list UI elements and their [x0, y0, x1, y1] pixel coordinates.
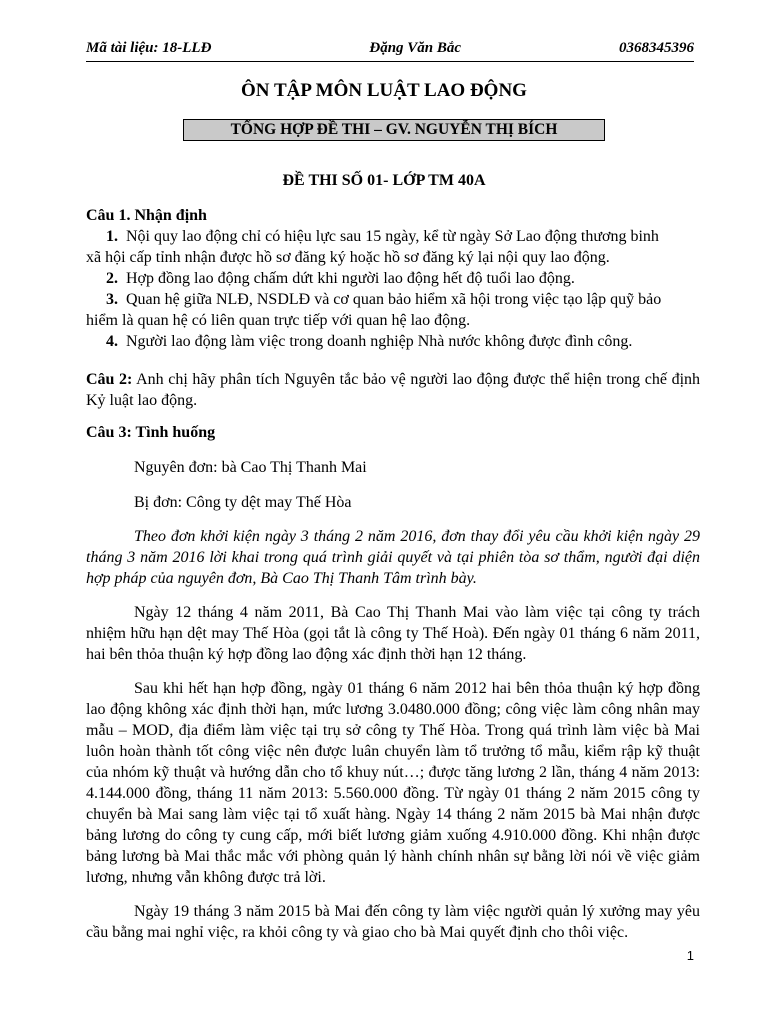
question-2-label: Câu 2: [86, 371, 133, 388]
case-paragraph-1: Ngày 12 tháng 4 năm 2011, Bà Cao Thị Thanh Mai vào làm việc tại công ty trách nhiệm hữu hạn dệt may Thế Hòa (gọi tắt là công ty Thế Hoà). Đến ngày 01 tháng 6 năm 2011, hai bên thỏa thuận ký hợp đồng lao động xác định thời hạn 12 tháng. [86, 604, 700, 663]
document-code: Mã tài liệu: 18-LLĐ [86, 40, 212, 56]
list-item [86, 268, 700, 289]
list-item-text: Người lao động làm việc trong doanh nghiệp Nhà nước không được đình công. [126, 333, 633, 350]
list-item [86, 289, 700, 310]
page-header [86, 40, 694, 62]
list-item [86, 226, 700, 247]
list-item-text: Hợp đồng lao động chấm dứt khi người lao động hết độ tuổi lao động. [126, 270, 575, 287]
question-2 [86, 369, 700, 411]
question-2-text: Anh chị hãy phân tích Nguyên tắc bảo vệ người lao động được thể hiện trong chế định Kỷ luật lao động. [86, 371, 701, 409]
exam-title: ĐỀ THI SỐ 01- LỚP TM 40A [282, 172, 486, 189]
list-item [86, 331, 700, 352]
list-item-text: Nội quy lao động chỉ có hiệu lực sau 15 ngày, kể từ ngày Sở Lao động thương binh [126, 228, 659, 245]
plaintiff-line: Nguyên đơn: bà Cao Thị Thanh Mai [134, 459, 367, 476]
author-name: Đặng Văn Bắc [369, 40, 462, 56]
case-paragraph-3: Ngày 19 tháng 3 năm 2015 bà Mai đến công ty làm việc người quản lý xưởng may yêu cầu bằng mai nghỉ việc, ra khỏi công ty và giao cho bà Mai quyết định cho thôi việc. [86, 903, 700, 941]
case-paragraph-2: Sau khi hết hạn hợp đồng, ngày 01 tháng 6 năm 2012 hai bên thỏa thuận ký hợp đồng lao động không xác định thời hạn, mức lương 3.0480.000 đồng; công việc làm công nhân may mẫu – MOD, địa điểm làm việc tại trụ sở công ty Thế Hòa. Trong quá trình làm việc bà Mai luôn hoàn thành tốt công việc nên được luân chuyển làm tổ trưởng tổ mẫu, kiểm rập kỹ thuật của nhóm kỹ thuật và hướng dẫn cho tổ khuy nút…; được tăng lương 2 lần, tháng 4 năm 2013: 4.144.000 đồng, tháng 11 năm 2013: 5.560.000 đồng. Từ ngày 01 tháng 2 năm 2015 công ty chuyển bà Mai sang làm việc tại tổ xuất hàng. Ngày 14 tháng 2 năm 2015 bà Mai nhận được bảng lương do công ty cung cấp, mới biết lương giảm xuống 4.910.000 đồng. Khi nhận được bảng lương bà Mai thắc mắc với phòng quản lý hành chính nhân sự bằng lời nói về việc giảm lương, nhưng vẫn không được trả lời. [86, 680, 700, 886]
list-item-text: Quan hệ giữa NLĐ, NSDLĐ và cơ quan bảo hiểm xã hội trong việc tạo lập quỹ bảo [126, 291, 662, 308]
defendant-line: Bị đơn: Công ty dệt may Thế Hòa [134, 494, 352, 511]
case-intro-paragraph: Theo đơn khởi kiện ngày 3 tháng 2 năm 2016, đơn thay đổi yêu cầu khởi kiện ngày 29 tháng 3 năm 2016 lời khai trong quá trình giải quyết và tại phiên tòa sơ thẩm, người đại diện hợp pháp của nguyên đơn, Bà Cao Thị Thanh Tâm trình bày. [86, 528, 700, 587]
list-item-number: 3. [106, 291, 118, 308]
subtitle-box: TỔNG HỢP ĐỀ THI – GV. NGUYỄN THỊ BÍCH [183, 119, 605, 141]
question-1-heading: Câu 1. Nhận định [86, 207, 207, 224]
list-item-continuation: xã hội cấp tỉnh nhận được hồ sơ đăng ký hoặc hồ sơ đăng ký lại nội quy lao động. [86, 249, 610, 266]
document-body [86, 205, 700, 943]
list-item-number: 2. [106, 270, 118, 287]
list-item-continuation: hiểm là quan hệ có liên quan trực tiếp với quan hệ lao động. [86, 312, 471, 329]
question-3-heading: Câu 3: Tình huống [86, 424, 216, 441]
document-title: ÔN TẬP MÔN LUẬT LAO ĐỘNG [241, 80, 527, 101]
list-item-number: 1. [106, 228, 118, 245]
list-item-number: 4. [106, 333, 118, 350]
phone-number: 0368345396 [619, 40, 694, 56]
page-number: 1 [686, 948, 694, 963]
